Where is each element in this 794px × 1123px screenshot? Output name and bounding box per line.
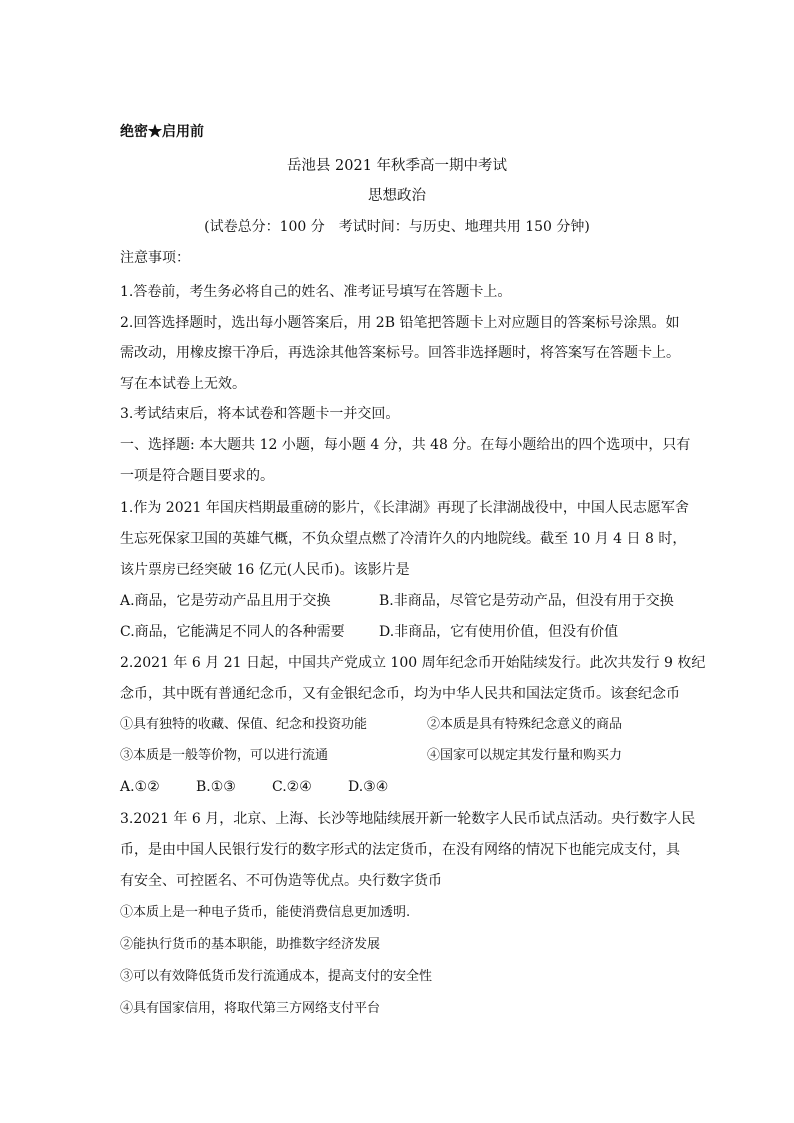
q2-option-a: A.①② [120,779,160,795]
q2-statement-3: ③本质是一般等价物，可以进行流通 [120,748,329,763]
q1-line-1: 1.作为 2021 年国庆档期最重磅的影片，《长津湖》再现了长津湖战役中，中国人民志愿军舍 [120,500,689,516]
q1-option-d: D.非商品，它有使用价值，但没有价值 [379,624,619,640]
q2-statement-1: ①具有独特的收藏、保值、纪念和投资功能 [120,717,368,732]
q2-option-b: B.①③ [196,779,236,795]
secret-mark: 绝密★启用前 [120,124,204,140]
q1-option-a: A.商品，它是劳动产品且用于交换 [120,593,331,609]
q3-statement-4: ④具有国家信用，将取代第三方网络支付平台 [120,1001,381,1016]
notice-item-2-line-2: 需改动，用橡皮擦干净后，再选涂其他答案标号。回答非选择题时，将答案写在答题卡上。 [120,345,680,361]
q3-line-1: 3.2021 年 6 月，北京、上海、长沙等地陆续展开新一轮数字人民币试点活动。央行数字人民 [120,811,696,827]
notice-heading: 注意事项： [120,250,190,266]
q2-statement-4: ④国家可以规定其发行量和购买力 [427,748,623,763]
q1-line-3: 该片票房已经突破 16 亿元(人民币)。该影片是 [120,562,410,578]
exam-title: 岳池县 2021 年秋季高一期中考试 [286,158,508,174]
notice-item-3: 3.考试结束后，将本试卷和答题卡一并交回。 [120,406,400,422]
q3-statement-1: ①本质上是一种电子货币，能使消费信息更加透明. [120,905,411,920]
q3-line-2: 币，是由中国人民银行发行的数字形式的法定货币，在没有网络的情况下也能完成支付，具 [120,842,680,858]
section-1-line-2: 一项是符合题目要求的。 [120,468,274,484]
exam-info: (试卷总分：100 分 考试时间：与历史、地理共用 150 分钟) [204,219,590,235]
q3-statement-2: ②能执行货币的基本职能，助推数字经济发展 [120,937,381,952]
notice-item-2-line-3: 写在本试卷上无效。 [120,376,246,392]
q2-statement-2: ②本质是具有特殊纪念意义的商品 [427,717,623,732]
q2-line-2: 念币，其中既有普通纪念币，又有金银纪念币，均为中华人民共和国法定货币。该套纪念币 [120,686,680,702]
q2-option-d: D.③④ [348,779,389,795]
notice-item-2-line-1: 2.回答选择题时，选出每小题答案后，用 2B 铅笔把答题卡上对应题目的答案标号涂黑。如 [120,315,680,331]
section-1-line-1: 一、选择题: 本大题共 12 小题，每小题 4 分，共 48 分。在每小题给出的四个选项中，只有 [120,437,691,453]
q2-option-c: C.②④ [272,779,312,795]
q3-statement-3: ③可以有效降低货币发行流通成本，提高支付的安全性 [120,969,433,984]
subject-title: 思想政治 [368,188,426,204]
q3-line-3: 有安全、可控匿名、不可伪造等优点。央行数字货币 [120,873,442,889]
q1-option-b: B.非商品，尽管它是劳动产品，但没有用于交换 [379,593,674,609]
q1-option-c: C.商品，它能满足不同人的各种需要 [120,624,345,640]
notice-item-1: 1.答卷前，考生务必将自己的姓名、准考证号填写在答题卡上。 [120,284,512,300]
q2-line-1: 2.2021 年 6 月 21 日起，中国共产党成立 100 周年纪念币开始陆续发行。此次共发行 9 枚纪 [120,655,706,671]
q1-line-2: 生忘死保家卫国的英雄气概，不负众望点燃了冷清许久的内地院线。截至 10 月 4 日 8 时， [120,531,687,547]
